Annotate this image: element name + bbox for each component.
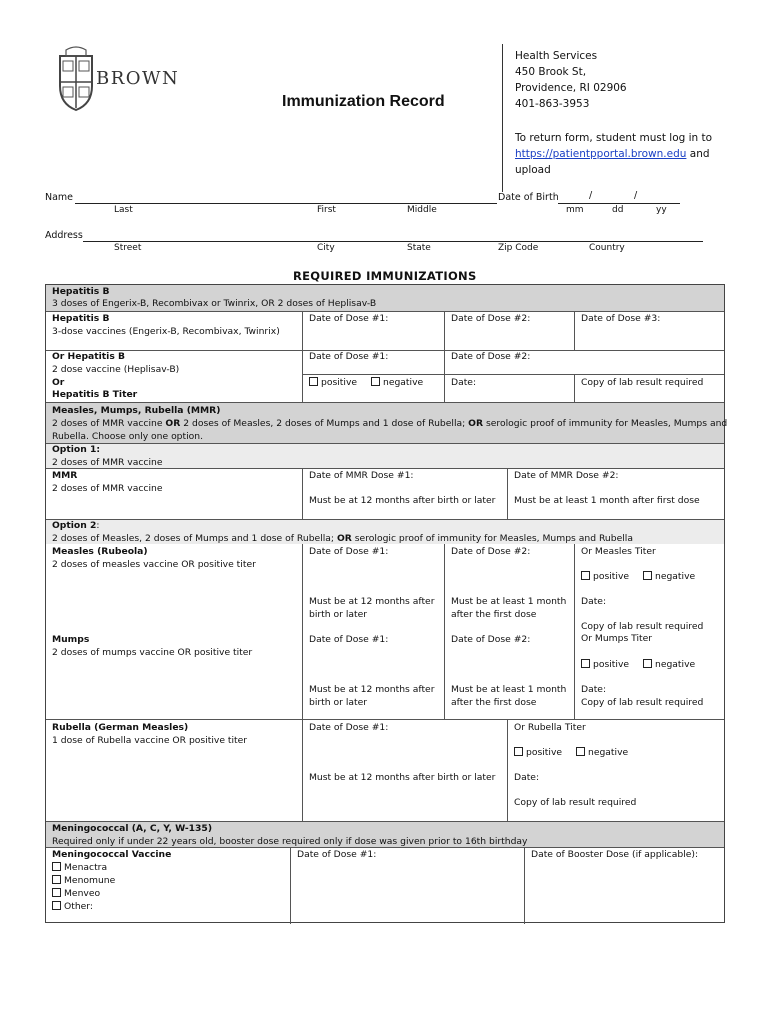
mmr-title: MMR: [52, 470, 78, 481]
mmr-or-1: OR: [165, 418, 181, 429]
street-caption: Street: [114, 243, 142, 253]
mumps-dose2-field[interactable]: Date of Dose #2:: [451, 634, 531, 645]
measles-titer-date-field[interactable]: Date:: [581, 596, 607, 607]
state-caption: State: [407, 243, 431, 253]
mumps-negative-checkbox[interactable]: [643, 659, 652, 668]
hepb-3dose-title: Hepatitis B: [52, 313, 110, 324]
measles-title: Measles (Rubeola): [52, 546, 148, 557]
option2-label: Option 2: [52, 520, 97, 531]
mening-header: Meningococcal (A, C, Y, W-135): [52, 823, 213, 834]
name-field[interactable]: [75, 203, 497, 204]
mening-header-sub: Required only if under 22 years old, booster dose required only if dose was given prior to 16th birthday: [52, 836, 528, 847]
option2-colon: :: [96, 520, 100, 531]
dob-slash-2: /: [634, 190, 638, 201]
dob-field[interactable]: [558, 203, 680, 204]
name-label: Name: [45, 192, 74, 203]
measles-negative-checkbox[interactable]: [643, 571, 652, 580]
mumps-note12b: birth or later: [309, 697, 368, 708]
menveo-checkbox[interactable]: [52, 888, 61, 897]
dob-label: Date of Birth: [498, 192, 559, 203]
mmr-note2: Must be at least 1 month after first dose: [514, 495, 700, 506]
measles-positive-checkbox[interactable]: [581, 571, 590, 580]
measles-copy-required: Copy of lab result required: [581, 621, 704, 632]
measles-titer-label: Or Measles Titer: [581, 546, 656, 557]
mening-booster-field[interactable]: Date of Booster Dose (if applicable):: [531, 849, 699, 860]
hepb-titer-or: Or: [52, 377, 65, 388]
hepb-titer-title: Hepatitis B Titer: [52, 389, 138, 400]
mmr-dose1-field[interactable]: Date of MMR Dose #1:: [309, 470, 414, 481]
health-services-address: [515, 48, 627, 112]
hepb-copy-required: Copy of lab result required: [581, 377, 704, 388]
measles-sub: 2 doses of measles vaccine OR positive titer: [52, 559, 256, 570]
hepb-2dose-sub: 2 dose vaccine (Heplisav-B): [52, 364, 180, 375]
menactra-label: Menactra: [64, 862, 108, 873]
menveo-label: Menveo: [64, 888, 101, 899]
menactra-checkbox[interactable]: [52, 862, 61, 871]
country-caption: Country: [589, 243, 625, 253]
option1-sub: 2 doses of MMR vaccine: [52, 457, 163, 468]
header-divider: [502, 44, 503, 192]
mening-dose1-field[interactable]: Date of Dose #1:: [297, 849, 377, 860]
other-checkbox[interactable]: [52, 901, 61, 910]
measles-positive-label: positive: [593, 571, 630, 582]
mmr-sub-d: Rubella. Choose only one option.: [52, 431, 204, 442]
mumps-title: Mumps: [52, 634, 90, 645]
hepb-positive-label: positive: [321, 377, 358, 388]
page-title: Immunization Record: [282, 93, 445, 110]
mmr-sub-c: serologic proof of immunity for Measles, Mumps and: [483, 418, 728, 429]
measles-note1mb: after the first dose: [451, 609, 537, 620]
hepb-titer-date-field[interactable]: Date:: [451, 377, 477, 388]
mumps-dose1-field[interactable]: Date of Dose #1:: [309, 634, 389, 645]
return-instructions: [515, 130, 720, 178]
other-label: Other:: [64, 901, 94, 912]
dob-slash-1: /: [589, 190, 593, 201]
rubella-negative-checkbox[interactable]: [576, 747, 585, 756]
mumps-note1ma: Must be at least 1 month: [451, 684, 567, 695]
hs-line3: Providence, RI 02906: [515, 82, 627, 94]
immunization-table: [45, 284, 728, 923]
mumps-negative-label: negative: [655, 659, 696, 670]
dob-yy-caption: yy: [656, 205, 667, 215]
rubella-note: Must be at 12 months after birth or later: [309, 772, 496, 783]
mmr-or-2: OR: [468, 418, 484, 429]
mening-vaccine-title: Meningococcal Vaccine: [52, 849, 172, 860]
mumps-positive-checkbox[interactable]: [581, 659, 590, 668]
mmr-sub: 2 doses of MMR vaccine: [52, 483, 163, 494]
hepb-header-sub: 3 doses of Engerix-B, Recombivax or Twinrix, OR 2 doses of Heplisav-B: [52, 298, 377, 309]
hepb-3dose-sub: 3-dose vaccines (Engerix-B, Recombivax, Twinrix): [52, 326, 280, 337]
mmr-sub-b: 2 doses of Measles, 2 doses of Mumps and 1 dose of Rubella;: [180, 418, 469, 429]
hepb-header: Hepatitis B: [52, 286, 110, 297]
hepb-dose2-field[interactable]: Date of Dose #2:: [451, 313, 531, 324]
rubella-titer-label: Or Rubella Titer: [514, 722, 586, 733]
hepb2-dose1-field[interactable]: Date of Dose #1:: [309, 351, 389, 362]
dob-mm-caption: mm: [566, 205, 584, 215]
hs-line2: 450 Brook St,: [515, 66, 587, 78]
last-name-caption: Last: [114, 205, 133, 215]
mumps-copy-required: Copy of lab result required: [581, 697, 704, 708]
first-name-caption: First: [317, 205, 336, 215]
mumps-titer-date-field[interactable]: Date:: [581, 684, 607, 695]
option1-label: Option 1:: [52, 444, 101, 455]
rubella-positive-label: positive: [526, 747, 563, 758]
hepb-dose1-field[interactable]: Date of Dose #1:: [309, 313, 389, 324]
hepb-2dose-title: Or Hepatitis B: [52, 351, 125, 362]
rubella-positive-checkbox[interactable]: [514, 747, 523, 756]
hepb-negative-checkbox[interactable]: [371, 377, 380, 386]
mumps-titer-label: Or Mumps Titer: [581, 633, 653, 644]
mumps-note1mb: after the first dose: [451, 697, 537, 708]
mmr-header: Measles, Mumps, Rubella (MMR): [52, 405, 221, 416]
option2-or: OR: [336, 533, 352, 544]
dob-dd-caption: dd: [612, 205, 624, 215]
measles-note12a: Must be at 12 months after: [309, 596, 435, 607]
hs-line1: Health Services: [515, 50, 598, 62]
measles-dose1-field[interactable]: Date of Dose #1:: [309, 546, 389, 557]
return-text: To return form, student must log in to: [515, 132, 713, 144]
hs-phone: 401-863-3953: [515, 98, 590, 110]
menomune-label: Menomune: [64, 875, 116, 886]
hepb-dose3-field[interactable]: Date of Dose #3:: [581, 313, 661, 324]
option2-sub-b: serologic proof of immunity for Measles, Mumps and Rubella: [351, 533, 633, 544]
menomune-checkbox[interactable]: [52, 875, 61, 884]
option2-sub-a: 2 doses of Measles, 2 doses of Mumps and 1 dose of Rubella;: [52, 533, 337, 544]
city-caption: City: [317, 243, 335, 253]
hepb-negative-label: negative: [383, 377, 424, 388]
rubella-sub: 1 dose of Rubella vaccine OR positive titer: [52, 735, 248, 746]
hepb2-dose2-field[interactable]: Date of Dose #2:: [451, 351, 531, 362]
measles-dose2-field[interactable]: Date of Dose #2:: [451, 546, 531, 557]
mmr-sub-a: 2 doses of MMR vaccine: [52, 418, 166, 429]
mumps-note12a: Must be at 12 months after: [309, 684, 435, 695]
rubella-copy-required: Copy of lab result required: [514, 797, 637, 808]
rubella-title: Rubella (German Measles): [52, 722, 189, 733]
address-label: Address: [45, 230, 83, 241]
measles-note12b: birth or later: [309, 609, 368, 620]
mmr-dose2-field[interactable]: Date of MMR Dose #2:: [514, 470, 619, 481]
measles-negative-label: negative: [655, 571, 696, 582]
address-field[interactable]: [83, 241, 703, 242]
patient-portal-link[interactable]: https://patientpportal.brown.edu: [515, 148, 687, 160]
hepb-positive-checkbox[interactable]: [309, 377, 318, 386]
required-immunizations-heading: REQUIRED IMMUNIZATIONS: [293, 269, 477, 283]
zip-caption: Zip Code: [498, 243, 539, 253]
rubella-titer-date-field[interactable]: Date:: [514, 772, 540, 783]
rubella-negative-label: negative: [588, 747, 629, 758]
measles-note1ma: Must be at least 1 month: [451, 596, 567, 607]
mmr-note1: Must be at 12 months after birth or later: [309, 495, 496, 506]
return-suffix: and: [689, 148, 710, 160]
mumps-positive-label: positive: [593, 659, 630, 670]
return-last: upload: [515, 164, 551, 176]
middle-name-caption: Middle: [407, 205, 437, 215]
mumps-sub: 2 doses of mumps vaccine OR positive titer: [52, 647, 253, 658]
brown-wordmark: BROWN: [96, 68, 180, 89]
rubella-dose1-field[interactable]: Date of Dose #1:: [309, 722, 389, 733]
